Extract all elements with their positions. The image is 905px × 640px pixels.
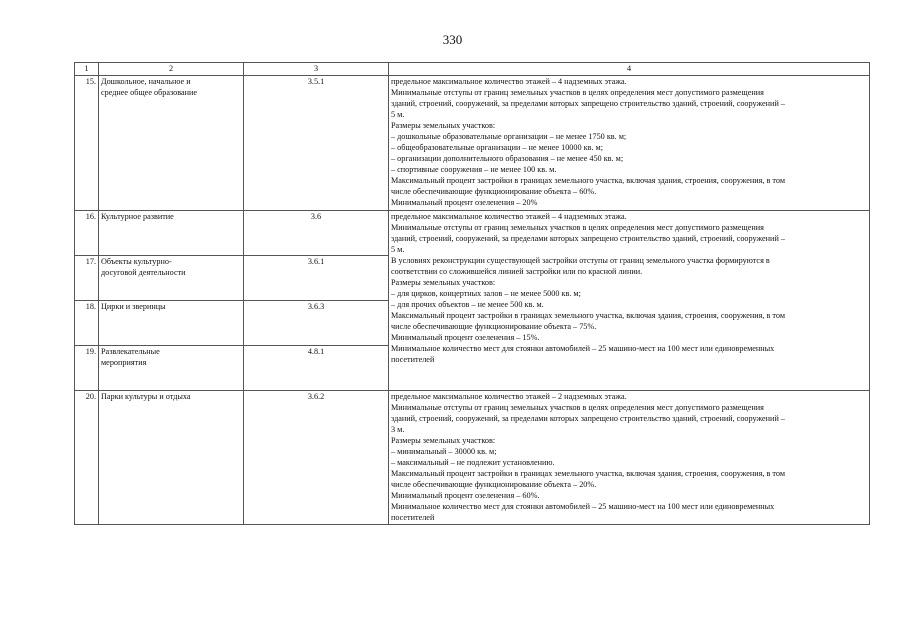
use-name: Парки культуры и отдыха	[99, 391, 244, 525]
zoning-table	[74, 62, 870, 525]
row-number: 20.	[75, 391, 99, 525]
use-code: 4.8.1	[244, 346, 389, 391]
table-row	[75, 391, 870, 525]
use-code: 3.6.1	[244, 256, 389, 301]
header-col-4: 4	[389, 63, 870, 76]
regulation-text: предельное максимальное количество этажей – 4 надземных этажа. Минимальные отступы от границ земельных участков в целях определения мест допустимого размещения зданий, строений, сооружений, за пределами которых запрещено строительство зданий, строений, сооружений – 5 м. Размеры земельных участков: – дошкольные образовательные организации – не менее 1750 кв. м; – общеобразовательные организации – не менее 10000 кв. м; – организации дополнительного образования – не менее 450 кв. м; – спортивные сооружения – не менее 100 кв. м. Максимальный процент застройки в границах земельного участка, включая здания, строения, сооружения, в том числе обеспечивающие функционирование объекта – 60%. Минимальный процент озеленения – 20%	[389, 76, 870, 211]
header-col-2: 2	[99, 63, 244, 76]
row-number: 17.	[75, 256, 99, 301]
table-row	[75, 76, 870, 211]
use-name: Культурное развитие	[99, 211, 244, 256]
use-name: Дошкольное, начальное и среднее общее образование	[99, 76, 244, 211]
use-name: Объекты культурно- досуговой деятельности	[99, 256, 244, 301]
use-name: Цирки и зверинцы	[99, 301, 244, 346]
use-code: 3.5.1	[244, 76, 389, 211]
use-code: 3.6.3	[244, 301, 389, 346]
row-number: 18.	[75, 301, 99, 346]
table-row	[75, 211, 870, 256]
use-name: Развлекательные мероприятия	[99, 346, 244, 391]
row-number: 19.	[75, 346, 99, 391]
header-col-3: 3	[244, 63, 389, 76]
page-number: 330	[442, 32, 463, 47]
row-number: 16.	[75, 211, 99, 256]
regulation-text: предельное максимальное количество этажей – 2 надземных этажа. Минимальные отступы от границ земельных участков в целях определения мест допустимого размещения зданий, строений, сооружений, за пределами которых запрещено строительство зданий, строений, сооружений – 3 м. Размеры земельных участков: – минимальный – 30000 кв. м; – максимальный – не подлежит установлению. Максимальный процент застройки в границах земельного участка, включая здания, строения, сооружения, в том числе обеспечивающие функционирование объекта – 20%. Минимальный процент озеленения – 60%. Минимальное количество мест для стоянки автомобилей – 25 машино-мест на 100 мест или единовременных посетителей	[389, 391, 870, 525]
use-code: 3.6	[244, 211, 389, 256]
use-code: 3.6.2	[244, 391, 389, 525]
row-number: 15.	[75, 76, 99, 211]
header-col-1: 1	[75, 63, 99, 76]
header-row	[75, 63, 870, 76]
regulation-text: предельное максимальное количество этажей – 4 надземных этажа. Минимальные отступы от границ земельных участков в целях определения мест допустимого размещения зданий, строений, сооружений, за пределами которых запрещено строительство зданий, строений, сооружений – 5 м. В условиях реконструкции существующей застройки отступы от границ земельного участка формируются в соответствии со сложившейся линией застройки или по красной линии. Размеры земельных участков: – для цирков, концертных залов – не менее 5000 кв. м; – для прочих объектов – не менее 500 кв. м. Максимальный процент застройки в границах земельного участка, включая здания, строения, сооружения, в том числе обеспечивающие функционирование объекта – 75%. Минимальный процент озеленения – 15%. Минимальное количество мест для стоянки автомобилей – 25 машино-мест на 100 мест или единовременных посетителей	[389, 211, 870, 391]
